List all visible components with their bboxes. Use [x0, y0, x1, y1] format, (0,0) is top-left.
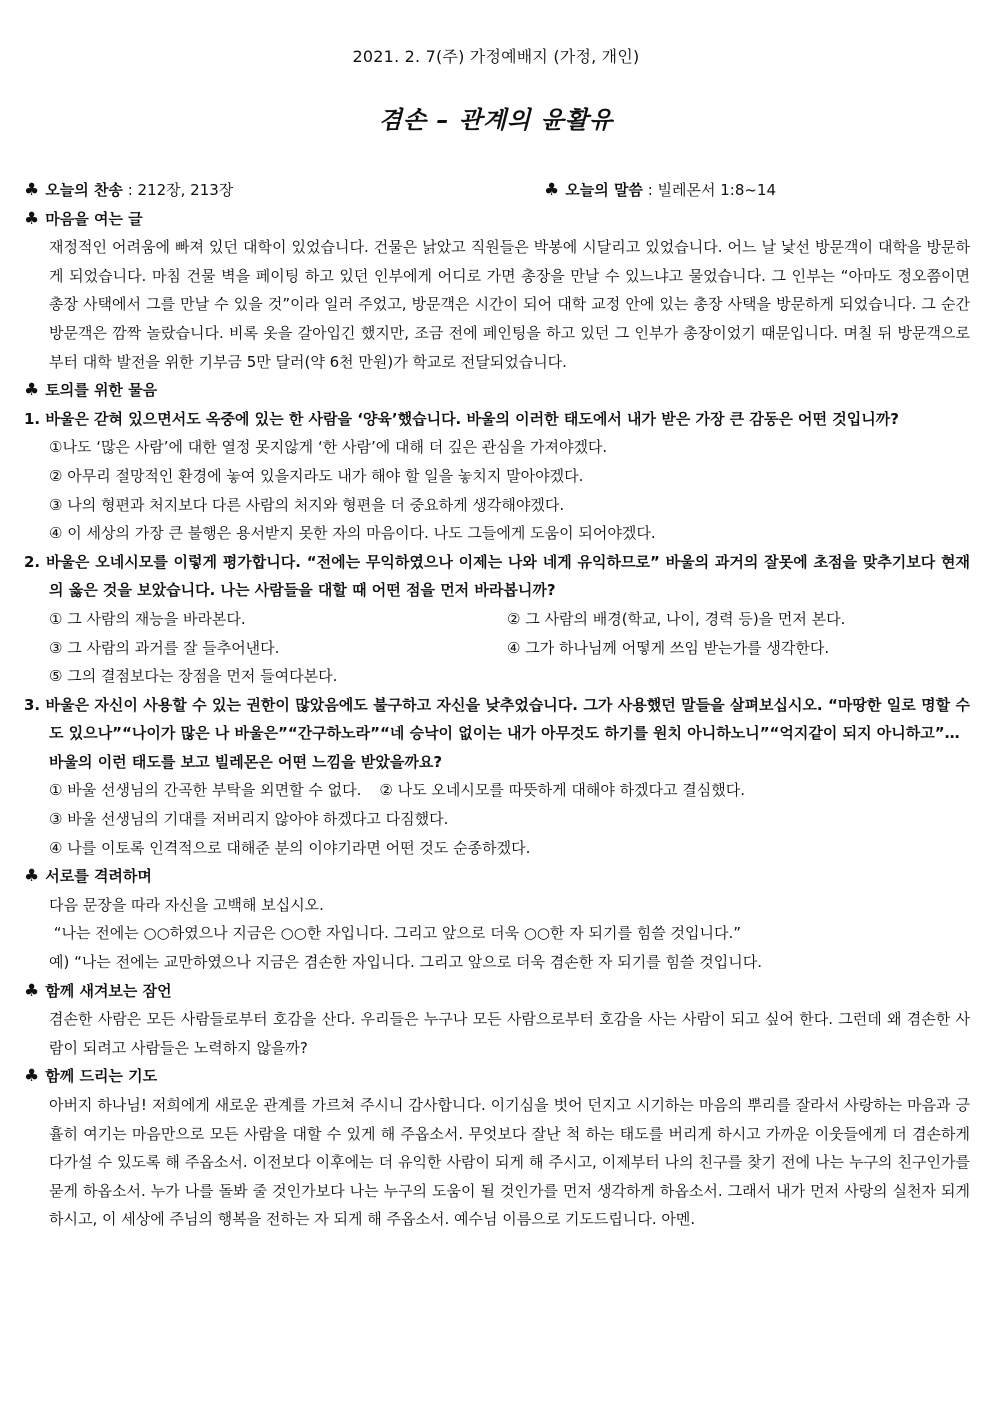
q3-option: ④ 나를 이토록 인격적으로 대해준 분의 이야기라면 어떤 것도 순종하겠다.	[49, 838, 531, 857]
hymn-value: : 212장, 213장	[122, 181, 234, 199]
hymn-line	[24, 176, 544, 205]
q1-option: ④ 이 세상의 가장 큰 불행은 용서받지 못한 자의 마음이다. 나도 그들에게 도움이 되어야겠다.	[49, 524, 656, 543]
scripture-value: : 빌레몬서 1:8~14	[642, 181, 777, 199]
encourage-line: “나는 전에는 ○○하였으나 지금은 ○○한 자입니다. 그리고 앞으로 더욱 ○○한 자 되기를 힘쓸 것입니다.”	[49, 924, 742, 943]
scripture-line	[544, 176, 970, 205]
prayer-text: 아버지 하나님! 저희에게 새로운 관계를 가르쳐 주시니 감사합니다. 이기심을 벗어 던지고 시기하는 마음의 뿌리를 잘라서 사랑하는 마음과 긍휼히 여기는 마음만으로 모든 사람을 대할 수 있게 해 주옵소서. 무엇보다 잘난 척 하는 태도를 버리게 하시고 가까운 이웃들에게 더 겸손하게 다가설 수 있도록 해 주옵소서. 이전보다 이후에는 더 유익한 사람이 되게 해 주시고, 이제부터 나의 친구를 찾기 전에 나는 누구의 친구인가를 묻게 하옵소서. 누가 나를 돌봐 줄 것인가보다 나는 누구의 도움이 될 것인가를 먼저 생각하게 하옵소서. 그래서 내가 먼저 사랑의 실천자 되게 하시고, 이 세상에 주님의 행복을 전하는 자 되게 해 주옵소서. 예수님 이름으로 기도드립니다. 아멘.	[49, 1096, 970, 1229]
club-icon: ♣	[24, 208, 40, 229]
encourage-line: 예) “나는 전에는 교만하였으나 지금은 겸손한 자입니다. 그리고 앞으로 더욱 겸손한 자 되기를 힘쓸 것입니다.	[49, 953, 762, 972]
q2-option: ① 그 사람의 재능을 바라본다.	[49, 609, 246, 628]
opening-text: 재정적인 어려움에 빠져 있던 대학이 있었습니다. 건물은 낡았고 직원들은 박봉에 시달리고 있었습니다. 어느 날 낯선 방문객이 대학을 방문하게 되었습니다. 마침 건물 벽을 페이팅 하고 있던 인부에게 어디로 가면 총장을 만날 수 있느냐고 물었습니다. 그 인부는 “아마도 정오쯤이면 총장 사택에서 그를 만날 수 있을 것”이라 일러 주었고, 방문객은 시간이 되어 대학 교정 안에 있는 총장 사택을 방문하게 되었습니다. 그 순간 방문객은 깜짝 놀랐습니다. 비록 옷을 갈아입긴 했지만, 조금 전에 페인팅을 하고 있던 그 인부가 총장이었기 때문입니다. 며칠 뒤 방문객으로부터 대학 발전을 위한 기부금 5만 달러(약 6천 만원)가 학교로 전달되었습니다.	[49, 238, 970, 371]
q2-option: ③ 그 사람의 과거를 잘 들추어낸다.	[49, 638, 280, 657]
club-icon: ♣	[24, 866, 40, 887]
proverb-heading: ♣ 함께 새겨보는 잠언	[24, 980, 172, 1001]
q2-option: ④ 그가 하나님께 어떻게 쓰임 받는가를 생각한다.	[507, 638, 830, 657]
q2-options-row	[24, 605, 970, 634]
club-icon: ♣	[24, 1066, 40, 1087]
question-3-sub: 바울의 이런 태도를 보고 빌레몬은 어떤 느낌을 받았을까요?	[49, 752, 443, 771]
proverb-text: 겸손한 사람은 모든 사람들로부터 호감을 산다. 우리들은 누구나 모든 사람으로부터 호감을 사는 사람이 되고 싶어 한다. 그런데 왜 겸손한 사람이 되려고 사람들은 노력하지 않을까?	[49, 1010, 970, 1057]
question-2: 2. 바울은 오네시모를 이렇게 평가합니다. “전에는 무익하였으나 이제는 나와 네게 유익하므로” 바울의 과거의 잘못에 초점을 맞추기보다 현재의 옳은 것을 보았습니다. 나는 사람들을 대할 때 어떤 점을 먼저 바라봅니까?	[24, 552, 970, 600]
scripture-label: 오늘의 말씀	[565, 181, 643, 199]
q1-option: ①나도 ‘많은 사람’에 대한 열정 못지않게 ‘한 사람’에 대해 더 깊은 관심을 가져야겠다.	[49, 438, 608, 457]
club-icon: ♣	[544, 180, 560, 200]
q3-option: ③ 바울 선생님의 기대를 저버리지 않아야 하겠다고 다짐했다.	[49, 810, 449, 829]
prayer-heading: ♣ 함께 드리는 기도	[24, 1066, 158, 1087]
q1-option: ③ 나의 형편과 처지보다 다른 사람의 처지와 형편을 더 중요하게 생각해야겠다.	[49, 495, 565, 514]
meta-row	[24, 176, 970, 205]
question-1: 1. 바울은 갇혀 있으면서도 옥중에 있는 한 사람을 ‘양육’했습니다. 바울의 이러한 태도에서 내가 받은 가장 큰 감동은 어떤 것입니까?	[24, 409, 899, 428]
discussion-heading: ♣ 토의를 위한 물음	[24, 380, 158, 401]
encourage-line: 다음 문장을 따라 자신을 고백해 보십시오.	[49, 895, 324, 914]
sheet-title: 겸손 – 관계의 윤활유	[378, 106, 614, 134]
q2-option: ② 그 사람의 배경(학교, 나이, 경력 등)을 먼저 본다.	[507, 609, 846, 628]
q2-option: ⑤ 그의 결점보다는 장점을 먼저 들여다본다.	[49, 667, 338, 686]
encourage-heading: ♣ 서로를 격려하며	[24, 866, 152, 887]
opening-heading: ♣ 마음을 여는 글	[24, 208, 143, 229]
q3-option: ② 나도 오네시모를 따뜻하게 대해야 하겠다고 결심했다.	[379, 781, 746, 800]
club-icon: ♣	[24, 380, 40, 401]
question-3: 3. 바울은 자신이 사용할 수 있는 권한이 많았음에도 불구하고 자신을 낮추었습니다. 그가 사용했던 말들을 살펴보십시오. “마땅한 일로 명할 수도 있으나”“나이가 많은 나 바울은”“간구하노라”“네 승낙이 없이는 내가 아무것도 하기를 원치 아니하노니”“억지같이 되지 아니하고”…	[24, 695, 970, 743]
club-icon: ♣	[24, 980, 40, 1001]
club-icon: ♣	[24, 180, 40, 200]
q1-option: ② 아무리 절망적인 환경에 놓여 있을지라도 내가 해야 할 일을 놓치지 말아야겠다.	[49, 466, 584, 485]
q2-options-row	[24, 634, 970, 663]
q3-option: ① 바울 선생님의 간곡한 부탁을 외면할 수 없다.	[49, 781, 362, 800]
sheet-body	[24, 176, 970, 1234]
q3-options-row	[24, 776, 970, 805]
hymn-label: 오늘의 찬송	[45, 181, 123, 199]
sheet-date: 2021. 2. 7(주) 가정예배지 (가정, 개인)	[352, 47, 640, 66]
